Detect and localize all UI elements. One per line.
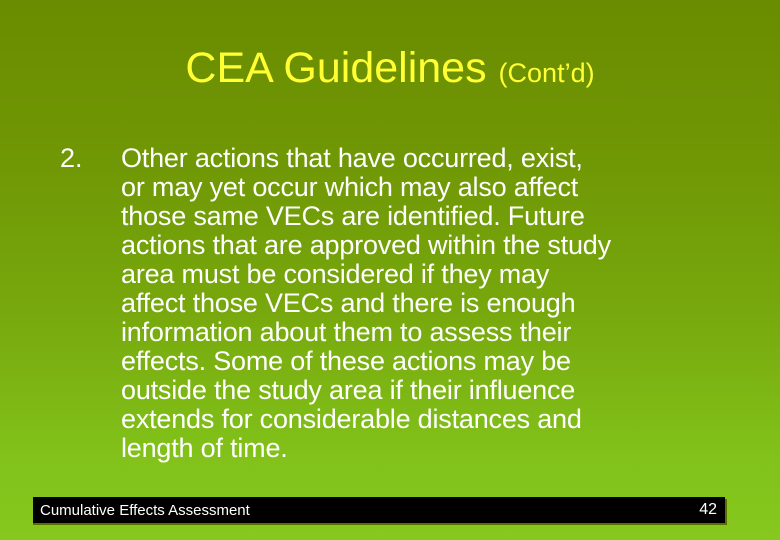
text-line: length of time. bbox=[121, 433, 288, 463]
text-line: information about them to assess their bbox=[121, 317, 572, 347]
slide-title-main: CEA Guidelines bbox=[185, 44, 487, 92]
text-line: extends for considerable distances and bbox=[121, 404, 582, 434]
text-line: actions that are approved within the study bbox=[121, 230, 611, 260]
text-line: outside the study area if their influence bbox=[121, 375, 576, 405]
slide-title-suffix: (Cont’d) bbox=[498, 58, 595, 88]
text-line: those same VECs are identified. Future bbox=[121, 201, 585, 231]
list-item-text bbox=[121, 144, 736, 463]
page-number: 42 bbox=[699, 501, 717, 518]
text-line: Other actions that have occurred, exist, bbox=[121, 143, 583, 173]
text-line: effects. Some of these actions may be bbox=[121, 346, 571, 376]
text-line: area must be considered if they may bbox=[121, 259, 550, 289]
text-line: affect those VECs and there is enough bbox=[121, 288, 576, 318]
footer-bar bbox=[33, 497, 725, 523]
list-item-number: 2. bbox=[60, 143, 83, 173]
slide-title bbox=[0, 40, 780, 101]
text-line: or may yet occur which may also affect bbox=[121, 172, 579, 202]
footer-title: Cumulative Effects Assessment bbox=[40, 502, 250, 519]
